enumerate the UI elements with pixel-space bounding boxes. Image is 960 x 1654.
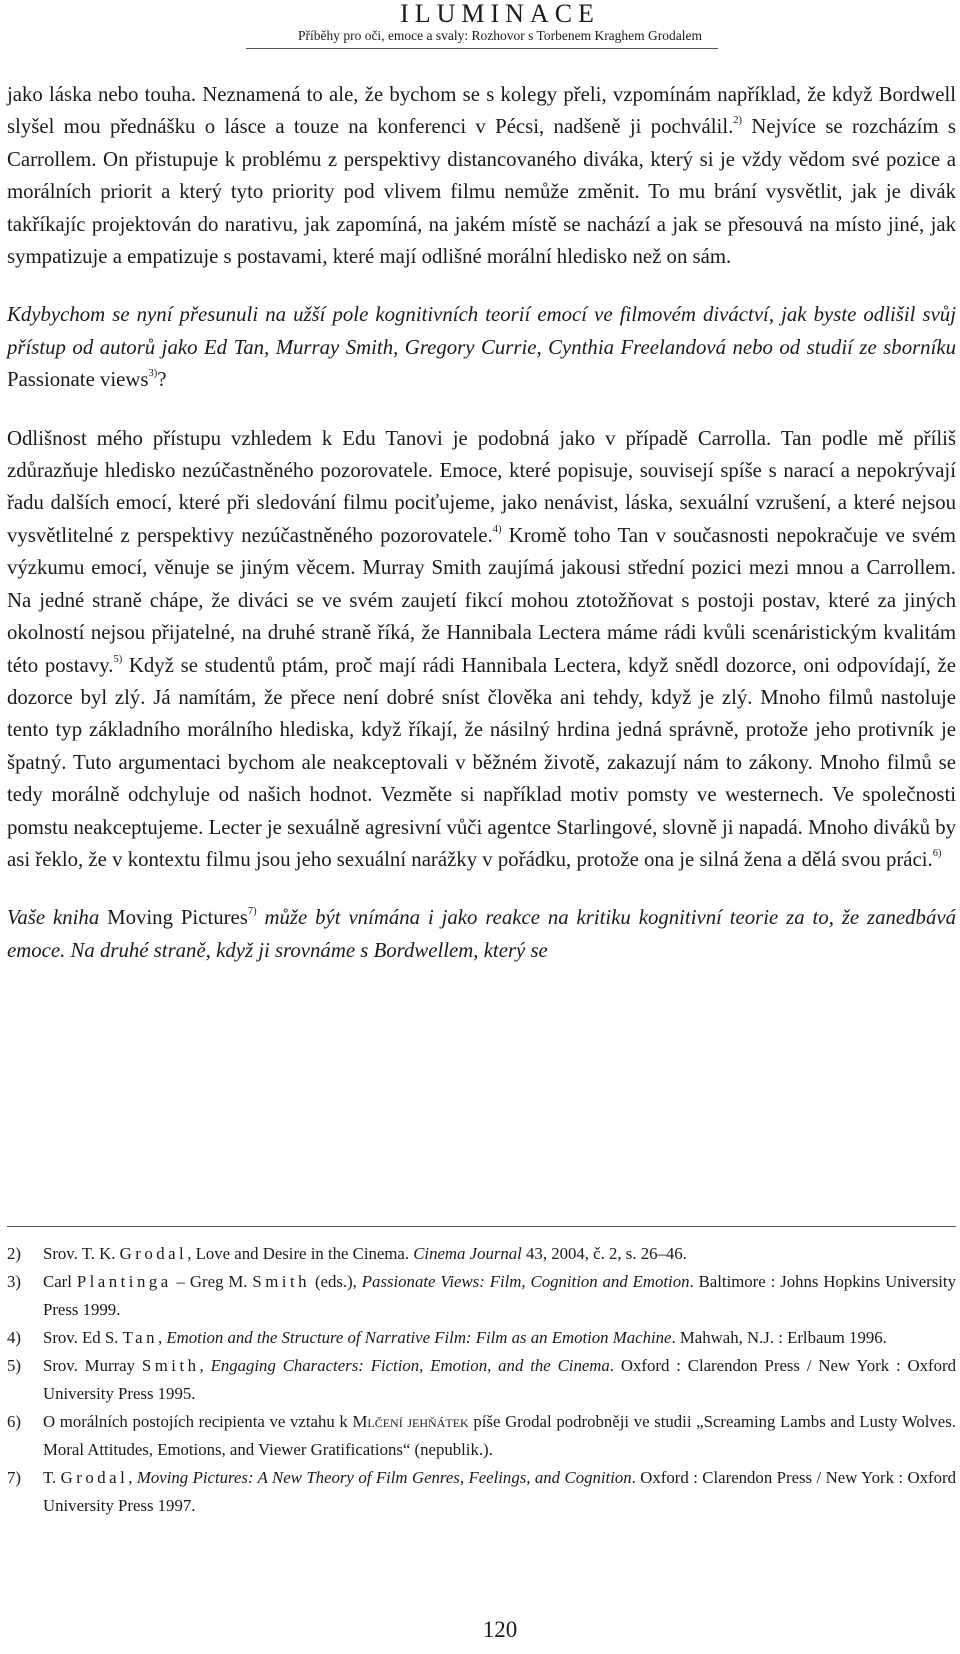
source-title: Engaging Characters: Fiction, Emotion, and the Cinema: [210, 1356, 610, 1375]
header-rule: [246, 48, 718, 49]
text-run: Kdybychom se nyní přesunuli na užší pole kognitivních teorií emocí ve filmovém diváctví, jak byste odlišil svůj přístup od autorů jako Ed Tan, Murray Smith, Gregory Currie, Cynthia Freelandová nebo od studií ze sborníku: [7, 303, 956, 359]
footnote-4: [7, 1324, 956, 1352]
source-title: Moving Pictures: A New Theory of Film Genres, Feelings, and Cognition: [136, 1468, 632, 1487]
footnote-ref: 6): [932, 847, 942, 859]
footnote-number: 6): [7, 1412, 21, 1431]
footnote-number: 5): [7, 1356, 21, 1375]
text-run: Srov. Ed S.: [43, 1328, 123, 1347]
footnote-number: 7): [7, 1468, 21, 1487]
footnote-5: [7, 1352, 956, 1408]
article-subtitle: Příběhy pro oči, emoce a svaly: Rozhovor s Torbenem Kraghem Grodalem: [297, 28, 703, 43]
author-name: Grodal: [119, 1244, 188, 1263]
text-run: Srov. Murray: [43, 1356, 142, 1375]
text-run: (eds.),: [310, 1272, 362, 1291]
footnote-6: [7, 1408, 956, 1464]
question-paragraph-1: [7, 299, 956, 396]
film-title: Mlčení jehňátek: [352, 1412, 469, 1431]
author-name: Tan: [122, 1328, 158, 1347]
text-run: 43, 2004, č. 2, s. 26–46.: [521, 1244, 687, 1263]
answer-paragraph-2: [7, 423, 956, 877]
question-paragraph-2: [7, 902, 956, 967]
footnote-ref: 2): [733, 115, 743, 127]
text-run: ,: [199, 1356, 211, 1375]
footnote-ref: 3): [148, 368, 158, 380]
text-run: . Oxford : Clarendon Press / New York : Oxford University Press 1997.: [43, 1468, 956, 1515]
book-title: Passionate views: [7, 368, 149, 392]
text-run: Carl: [43, 1272, 77, 1291]
footnote-2: [7, 1240, 956, 1268]
text-run: Srov. T. K.: [43, 1244, 120, 1263]
text-run: Nejvíce se rozcházím s Carrollem. On přistupuje k problému z perspektivy distancovaného diváka, který si je vždy vědom své pozice a morálních priorit a který tyto priority pod vlivem filmu nemůže změnit. To mu brání vysvětlit, jak je divák takříkajíc projektován do narativu, jak zapomíná, na jakém místě se nachází a jak se přesouvá na místo jiné, jak sympatizuje a empatizuje s postavami, které mají odlišné morální hledisko než on sám.: [7, 115, 956, 269]
footnote-number: 2): [7, 1244, 21, 1263]
text-run: , Love and Desire in the Cinema.: [187, 1244, 414, 1263]
footnote-ref: 4): [492, 523, 502, 535]
page-number: 120: [482, 1617, 518, 1642]
footnote-rule: [7, 1226, 956, 1227]
footnote-ref: 7): [247, 906, 257, 918]
footnote-7: [7, 1464, 956, 1520]
source-title: Cinema Journal: [413, 1244, 522, 1263]
author-name: Grodal: [60, 1468, 129, 1487]
author-name: Smith: [141, 1356, 200, 1375]
text-run: Když se studentů ptám, proč mají rádi Hannibala Lectera, když snědl dozorce, oni odpovídají, že dozorce byl zlý. Já namítám, že přece není dobré sníst člověka ani tehdy, když je zlý. Mnoho filmů nastoluje tento typ základního morálního hlediska, když říkají, že násilný hrdina jedná správně, protože jeho protivník je špatný. Tuto argumentaci bychom ale neakceptovali v běžném životě, zakazují nám to zákony. Mnoho filmů se tedy morálně odchyluje od našich hodnot. Vezměte si například motiv pomsty ve westernech. Ve společnosti pomstu neakceptujeme. Lecter je sexuálně agresivní vůči agentce Starlingové, slovně ji napadá. Mnoho diváků by asi řeklo, že v kontextu filmu jsou jeho sexuální narážky v pořádku, protože ona je silná žena a dělá svou práci.: [7, 653, 956, 871]
footnote-number: 4): [7, 1328, 21, 1347]
author-name: Smith: [252, 1272, 311, 1291]
text-run: Vaše kniha: [7, 906, 108, 930]
footnote-number: 3): [7, 1272, 21, 1291]
text-run: . Mahwah, N.J. : Erlbaum 1996.: [671, 1328, 887, 1347]
article-body: [7, 79, 956, 967]
book-title: Moving Pictures: [107, 906, 248, 930]
author-name: Plantinga: [76, 1272, 172, 1291]
source-title: Passionate Views: Film, Cognition and Emotion: [361, 1272, 690, 1291]
text-run: píše Grodal podrobněji ve studii „Screaming Lambs and Lusty Wolves. Moral Attitudes, Emotions, and Viewer Gratifications“ (nepublik.).: [43, 1412, 956, 1459]
footnotes: [7, 1240, 956, 1520]
text-run: může být vnímána i jako reakce na kritiku kognitivní teorie za to, že zanedbává emoce. Na druhé straně, když ji srovnáme s Bordwellem, který se: [7, 906, 956, 962]
text-run: jako láska nebo touha. Neznamená to ale, že bychom se s kolegy přeli, vzpomínám například, že když Bordwell slyšel mou přednášku o lásce a touze na konferenci v Pécsi, nadšeně ji pochválil.: [7, 83, 956, 139]
text-run: Kromě toho Tan v současnosti nepokračuje ve svém výzkumu emocí, věnuje se jiným věcem. Murray Smith zaujímá jakousi střední pozici mezi mnou a Carrollem. Na jedné straně chápe, že diváci se ve svém zaujetí fikcí mohou ztotožňovat s postoji postav, které za jiných okolností nejsou přijatelné, na druhé straně říká, že Hannibala Lectera máme rádi kvůli scenáristickým kvalitám této postavy.: [7, 523, 956, 677]
text-run: . Oxford : Clarendon Press / New York : Oxford University Press 1995.: [43, 1356, 956, 1403]
footnote-ref: 5): [113, 653, 123, 665]
journal-title: ILUMINACE: [400, 0, 600, 28]
text-run: Odlišnost mého přístupu vzhledem k Edu Tanovi je podobná jako v případě Carrolla. Tan podle mě příliš zdůrazňuje hledisko nezúčastněného pozorovatele. Emoce, které popisuje, souvisejí spíše s narací a nepokrývají řadu dalších emocí, které při sledování filmu pociťujeme, jako nenávist, láska, sexuální vzrušení, a které nejsou vysvětlitelné z perspektivy nezúčastněného pozorovatele.: [7, 426, 956, 547]
source-title: Emotion and the Structure of Narrative Film: Film as an Emotion Machine: [166, 1328, 672, 1347]
text-run: – Greg M.: [171, 1272, 253, 1291]
text-run: . Baltimore : Johns Hopkins University Press 1999.: [43, 1272, 956, 1319]
answer-paragraph-1: [7, 79, 956, 273]
text-run: ?: [157, 368, 167, 392]
footnote-3: [7, 1268, 956, 1324]
text-run: ,: [128, 1468, 137, 1487]
text-run: T.: [43, 1468, 61, 1487]
text-run: O morálních postojích recipienta ve vztahu k: [43, 1412, 353, 1431]
text-run: ,: [158, 1328, 167, 1347]
